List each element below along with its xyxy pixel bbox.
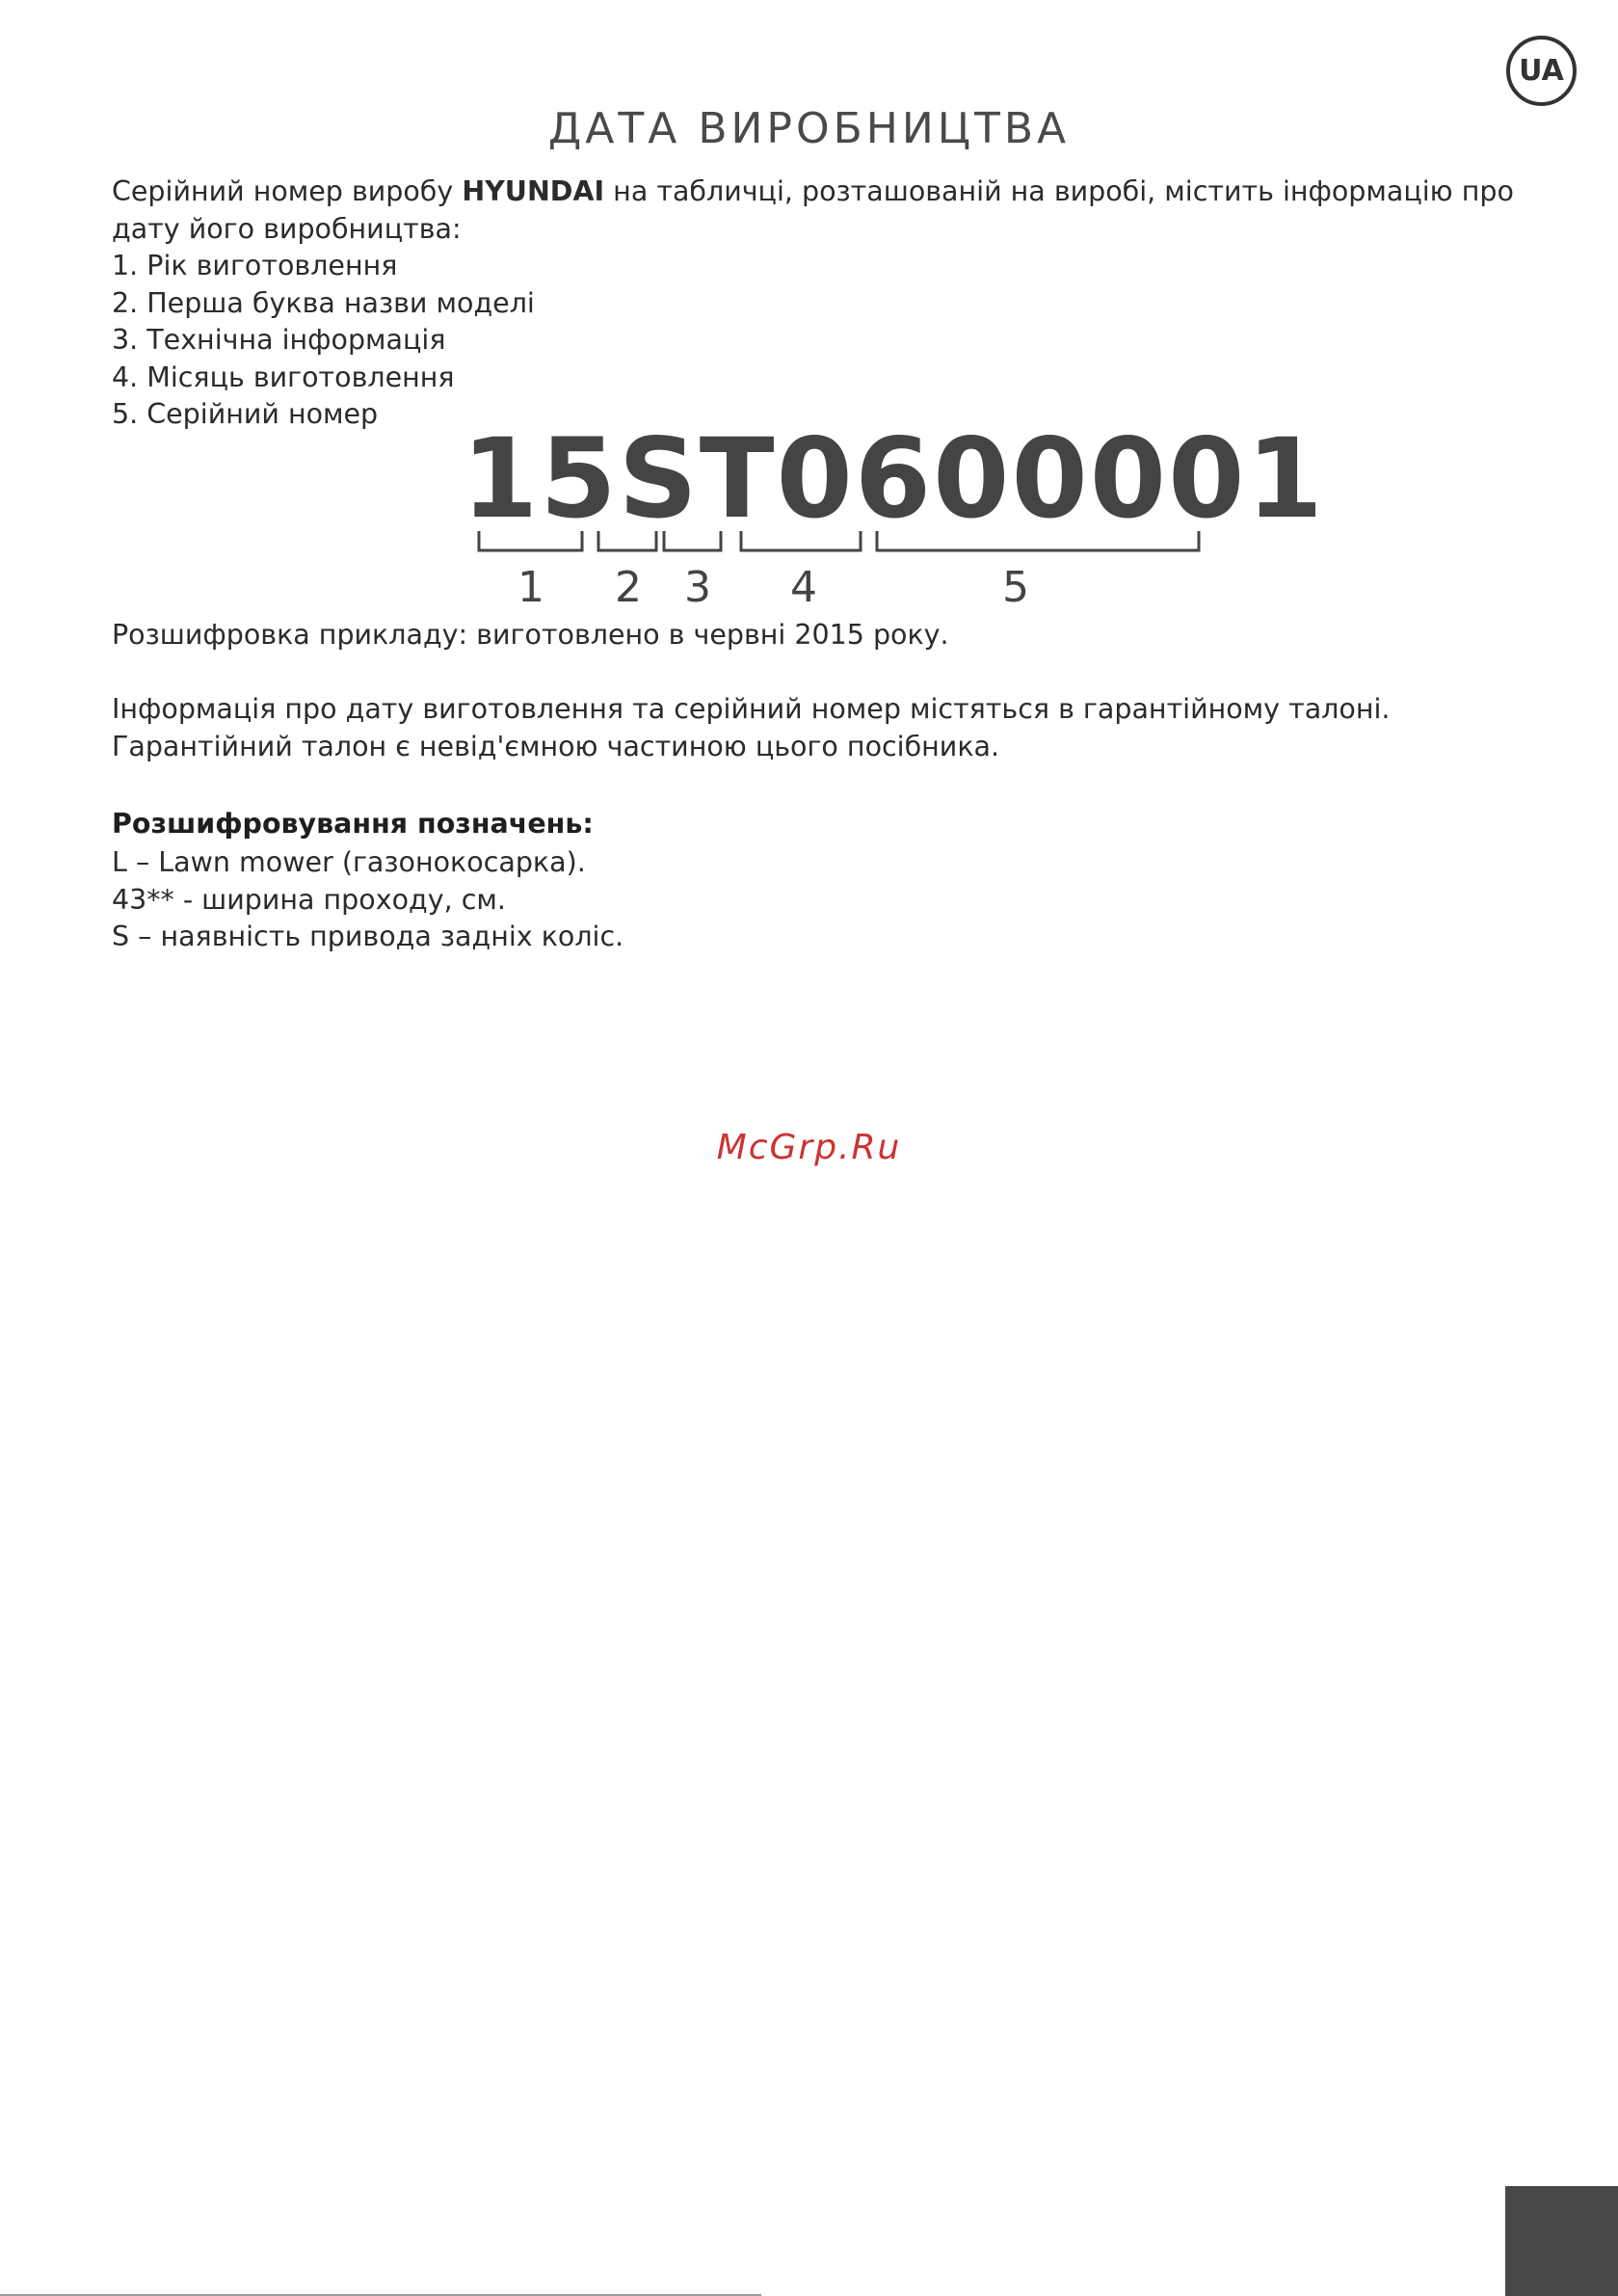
legend-list <box>112 844 623 956</box>
list-item: L – Lawn mower (газонокосарка). <box>112 846 586 878</box>
bracket-serial <box>877 531 1199 550</box>
list-item: S – наявність привода задніх коліс. <box>112 921 624 952</box>
language-badge: UA <box>1506 36 1577 106</box>
page-title: ДАТА ВИРОБНИЦТВА <box>547 104 1071 153</box>
page-corner-tab <box>1505 2186 1618 2296</box>
bracket-technical-info <box>664 531 721 550</box>
serial-number-example: 15ST0600001 <box>462 414 1325 543</box>
segment-number: 3 <box>684 563 711 612</box>
intro-text-before: Серійний номер виробу <box>112 175 463 207</box>
list-item: 4. Місяць виготовлення <box>112 360 455 393</box>
list-item: 5. Серійний номер <box>112 398 379 430</box>
list-item: 3. Технічна інформація <box>112 324 446 356</box>
list-item: 1. Рік виготовлення <box>112 250 398 281</box>
bracket-month <box>741 531 861 550</box>
segment-number: 2 <box>615 563 642 612</box>
bracket-model-letter <box>598 531 656 550</box>
bracket-year <box>479 531 582 550</box>
legend-title: Розшифровування позначень: <box>112 808 594 840</box>
brand-name: HYUNDAI <box>462 175 605 207</box>
watermark: McGrp.Ru <box>716 1128 902 1167</box>
segment-brackets <box>0 0 1618 578</box>
list-item: 2. Перша буква назви моделі <box>112 286 535 319</box>
intro-text-after: на табличці, розташованій на виробі, містить інформацію про дату його виробництва: <box>112 175 1514 245</box>
list-item: 43** - ширина проходу, см. <box>112 883 506 916</box>
segment-number: 5 <box>1002 563 1029 612</box>
segment-number: 1 <box>517 563 544 612</box>
segment-number: 4 <box>790 563 817 612</box>
decode-example-text: Розшифровка прикладу: виготовлено в червні 2015 року. <box>112 619 949 651</box>
warranty-info-text: Інформація про дату виготовлення та серійний номер містяться в гарантійному талоні. Гарантійний талон є невід'ємною частиною цього посібника. <box>112 693 1391 762</box>
